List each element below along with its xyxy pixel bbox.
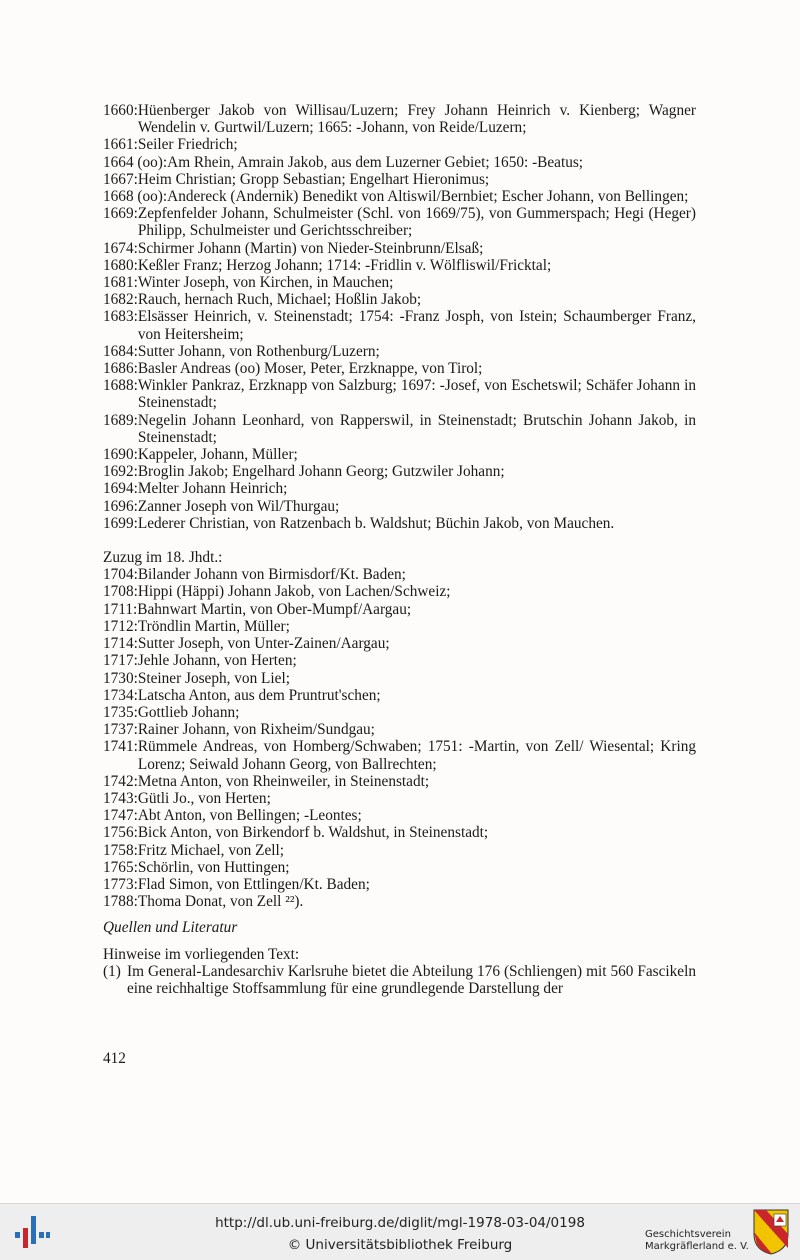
century17-entry <box>103 274 696 291</box>
entry-year: 1686: <box>103 360 138 378</box>
entry-year: 1717: <box>103 652 138 670</box>
entry-year: 1667: <box>103 170 138 188</box>
entry-year: 1684: <box>103 342 138 360</box>
entry-year: 1682: <box>103 291 138 309</box>
entry-year: 1742: <box>103 772 138 790</box>
entry-year: 1664 (oo): <box>103 153 168 171</box>
entry-year: 1788: <box>103 893 138 911</box>
century18-entry <box>103 790 696 807</box>
century17-entry <box>103 291 696 308</box>
century18-entry <box>103 670 696 687</box>
entry-text: Rümmele Andreas, von Homberg/Schwaben; 1751: -Martin, von Zell/ Wiesental; Kring Lorenz; Seiwald Johann Georg, von Ballrechten; <box>137 738 696 773</box>
entry-year: 1704: <box>103 566 138 584</box>
century18-entry <box>103 635 696 652</box>
page-number: 412 <box>103 1050 126 1067</box>
entry-year: 1756: <box>103 824 138 842</box>
entry-year: 1669: <box>103 205 138 223</box>
entry-text: Am Rhein, Amrain Jakob, aus dem Luzerner Gebiet; 1650: -Beatus; <box>167 153 584 171</box>
entry-text: Flad Simon, von Ettlingen/Kt. Baden; <box>137 875 370 893</box>
century17-entry <box>103 171 696 188</box>
century17-entry <box>103 308 696 342</box>
century18-entry <box>103 893 696 910</box>
entry-year: 1699: <box>103 514 138 532</box>
entry-year: 1737: <box>103 721 138 739</box>
entry-text: Gütli Jo., von Herten; <box>137 789 271 807</box>
century18-entry <box>103 652 696 669</box>
entry-year: 1683: <box>103 308 138 326</box>
century18-entry <box>103 566 696 583</box>
entry-text: Thoma Donat, von Zell ²²). <box>137 893 304 911</box>
entry-year: 1712: <box>103 617 138 635</box>
entry-year: 1680: <box>103 256 138 274</box>
entry-text: Rauch, hernach Ruch, Michael; Hoßlin Jakob; <box>137 291 422 309</box>
century17-entry <box>103 257 696 274</box>
entry-year: 1661: <box>103 136 138 154</box>
entry-year: 1688: <box>103 377 138 395</box>
entry-text: Sutter Johann, von Rothenburg/Luzern; <box>137 342 380 360</box>
entry-text: Abt Anton, von Bellingen; -Leontes; <box>137 807 362 825</box>
century17-entry <box>103 446 696 463</box>
century17-entry <box>103 102 696 136</box>
entry-year: 1747: <box>103 807 138 825</box>
entry-text: Schörlin, von Huttingen; <box>137 858 290 876</box>
entry-year: 1690: <box>103 446 138 464</box>
century18-entry <box>103 773 696 790</box>
entry-text: Metna Anton, von Rheinweiler, in Steinenstadt; <box>137 772 430 790</box>
entry-text: Lederer Christian, von Ratzenbach b. Waldshut; Büchin Jakob, von Mauchen. <box>137 514 615 532</box>
entry-year: 1711: <box>103 600 138 618</box>
entry-text: Hippi (Häppi) Johann Jakob, von Lachen/Schweiz; <box>137 583 451 601</box>
entry-text: Rainer Johann, von Rixheim/Sundgau; <box>137 721 375 739</box>
entry-text: Melter Johann Heinrich; <box>137 480 288 498</box>
entry-text: Fritz Michael, von Zell; <box>137 841 284 859</box>
entry-text: Keßler Franz; Herzog Johann; 1714: -Fridlin v. Wölfliswil/Fricktal; <box>137 256 552 274</box>
entry-text: Bahnwart Martin, von Ober-Mumpf/Aargau; <box>137 600 412 618</box>
entry-text: Broglin Jakob; Engelhard Johann Georg; Gutzwiler Johann; <box>137 463 505 481</box>
footer-url[interactable]: http://dl.ub.uni-freiburg.de/diglit/mgl-1978-03-04/0198 <box>215 1215 585 1231</box>
century17-entry <box>103 240 696 257</box>
century17-entry <box>103 463 696 480</box>
entry-text: Negelin Johann Leonhard, von Rapperswil, in Steinenstadt; Brutschin Johann Jakob, in Steinenstadt; <box>137 411 696 446</box>
sources-heading: Quellen und Literatur <box>103 919 238 937</box>
society-line-1: Geschichtsverein <box>645 1229 731 1240</box>
entry-text: Winter Joseph, von Kirchen, in Mauchen; <box>137 274 394 292</box>
entries-17th-century <box>103 102 696 532</box>
entry-year: 1660: <box>103 102 138 119</box>
entry-text: Latscha Anton, aus dem Pruntrut'schen; <box>137 686 381 704</box>
century18-entry <box>103 859 696 876</box>
entry-year: 1735: <box>103 703 138 721</box>
entry-year: 1730: <box>103 669 138 687</box>
entry-year: 1758: <box>103 841 138 859</box>
hints-label: Hinweise im vorliegenden Text: <box>103 945 300 963</box>
entry-text: Seiler Friedrich; <box>137 136 238 154</box>
entry-text: Elsässer Heinrich, v. Steinenstadt; 1754: -Franz Josph, von Istein; Schaumberger Franz, von Heitersheim; <box>137 308 696 343</box>
century18-entry <box>103 824 696 841</box>
century17-entry <box>103 480 696 497</box>
century18-entry <box>103 876 696 893</box>
entry-text: Tröndlin Martin, Müller; <box>137 617 290 635</box>
entry-year: 1714: <box>103 635 138 653</box>
society-line-2: Markgräflerland e. V. <box>645 1241 749 1252</box>
century18-entry <box>103 842 696 859</box>
entry-text: Hüenberger Jakob von Willisau/Luzern; Frey Johann Heinrich v. Kienberg; Wagner Wendelin v. Gurtwil/Luzern; 1665: -Johann, von Reide/Luzern; <box>137 102 696 137</box>
century17-entry <box>103 515 696 532</box>
century18-entry <box>103 721 696 738</box>
entry-year: 1681: <box>103 274 138 292</box>
entry-year: 1741: <box>103 738 138 756</box>
century17-entry <box>103 136 696 153</box>
century17-entry <box>103 412 696 446</box>
century18-entry <box>103 618 696 635</box>
century18-entry <box>103 738 696 772</box>
footer-bar <box>0 1203 800 1260</box>
century18-entry <box>103 687 696 704</box>
entry-year: 1743: <box>103 789 138 807</box>
entry-text: Bilander Johann von Birmisdorf/Kt. Baden; <box>137 566 406 584</box>
page-body <box>103 102 696 997</box>
entry-year: 1668 (oo): <box>103 188 168 206</box>
entries-18th-century <box>103 566 696 910</box>
entry-year: 1692: <box>103 463 138 481</box>
entry-year: 1696: <box>103 497 138 515</box>
century17-entry <box>103 188 696 205</box>
footnote-text: Im General-Landesarchiv Karlsruhe bietet die Abteilung 176 (Schliengen) mit 560 Fascikeln eine reichhaltige Stoffsammlung für eine grundlegende Darstellung der <box>127 962 696 997</box>
entry-year: 1734: <box>103 686 138 704</box>
century18-entry <box>103 583 696 600</box>
century17-entry <box>103 377 696 411</box>
entry-text: Basler Andreas (oo) Moser, Peter, Erzknappe, von Tirol; <box>137 360 483 378</box>
century18-entry <box>103 601 696 618</box>
entry-text: Zepfenfelder Johann, Schulmeister (Schl. von 1669/75), von Gummerspach; Hegi (Heger) Philipp, Schulmeister und Gerichtsschreiber; <box>137 205 696 240</box>
entry-text: Kappeler, Johann, Müller; <box>137 446 298 464</box>
entry-text: Jehle Johann, von Herten; <box>137 652 297 670</box>
entry-text: Bick Anton, von Birkendorf b. Waldshut, in Steinenstadt; <box>137 824 489 842</box>
entry-text: Schirmer Johann (Martin) von Nieder-Steinbrunn/Elsaß; <box>137 239 484 257</box>
entry-text: Andereck (Andernik) Benedikt von Altiswil/Bernbiet; Escher Johann, von Bellingen; <box>167 188 689 206</box>
century17-entry <box>103 343 696 360</box>
entry-year: 1708: <box>103 583 138 601</box>
entry-text: Winkler Pankraz, Erzknapp von Salzburg; 1697: -Josef, von Eschetswil; Schäfer Johann in Steinenstadt; <box>137 377 696 412</box>
century17-entry <box>103 360 696 377</box>
century17-entry <box>103 154 696 171</box>
century18-entry <box>103 807 696 824</box>
entry-text: Zanner Joseph von Wil/Thurgau; <box>137 497 340 515</box>
century18-entry <box>103 704 696 721</box>
footnote-1 <box>103 963 696 997</box>
entry-year: 1674: <box>103 239 138 257</box>
entry-text: Sutter Joseph, von Unter-Zainen/Aargau; <box>137 635 390 653</box>
footnote-number: (1) <box>103 962 121 980</box>
heading-18th-century: Zuzug im 18. Jhdt.: <box>103 549 223 567</box>
entry-year: 1694: <box>103 480 138 498</box>
entry-year: 1773: <box>103 875 138 893</box>
century17-entry <box>103 205 696 239</box>
entry-text: Gottlieb Johann; <box>137 703 240 721</box>
entry-text: Steiner Joseph, von Liel; <box>137 669 290 687</box>
footer-copyright: © Universitätsbibliothek Freiburg <box>287 1237 513 1253</box>
entry-text: Heim Christian; Gropp Sebastian; Engelhart Hieronimus; <box>137 170 490 188</box>
society-name <box>645 1229 749 1253</box>
coat-of-arms-icon <box>752 1208 790 1256</box>
entry-year: 1689: <box>103 411 138 429</box>
entry-year: 1765: <box>103 858 138 876</box>
century17-entry <box>103 498 696 515</box>
